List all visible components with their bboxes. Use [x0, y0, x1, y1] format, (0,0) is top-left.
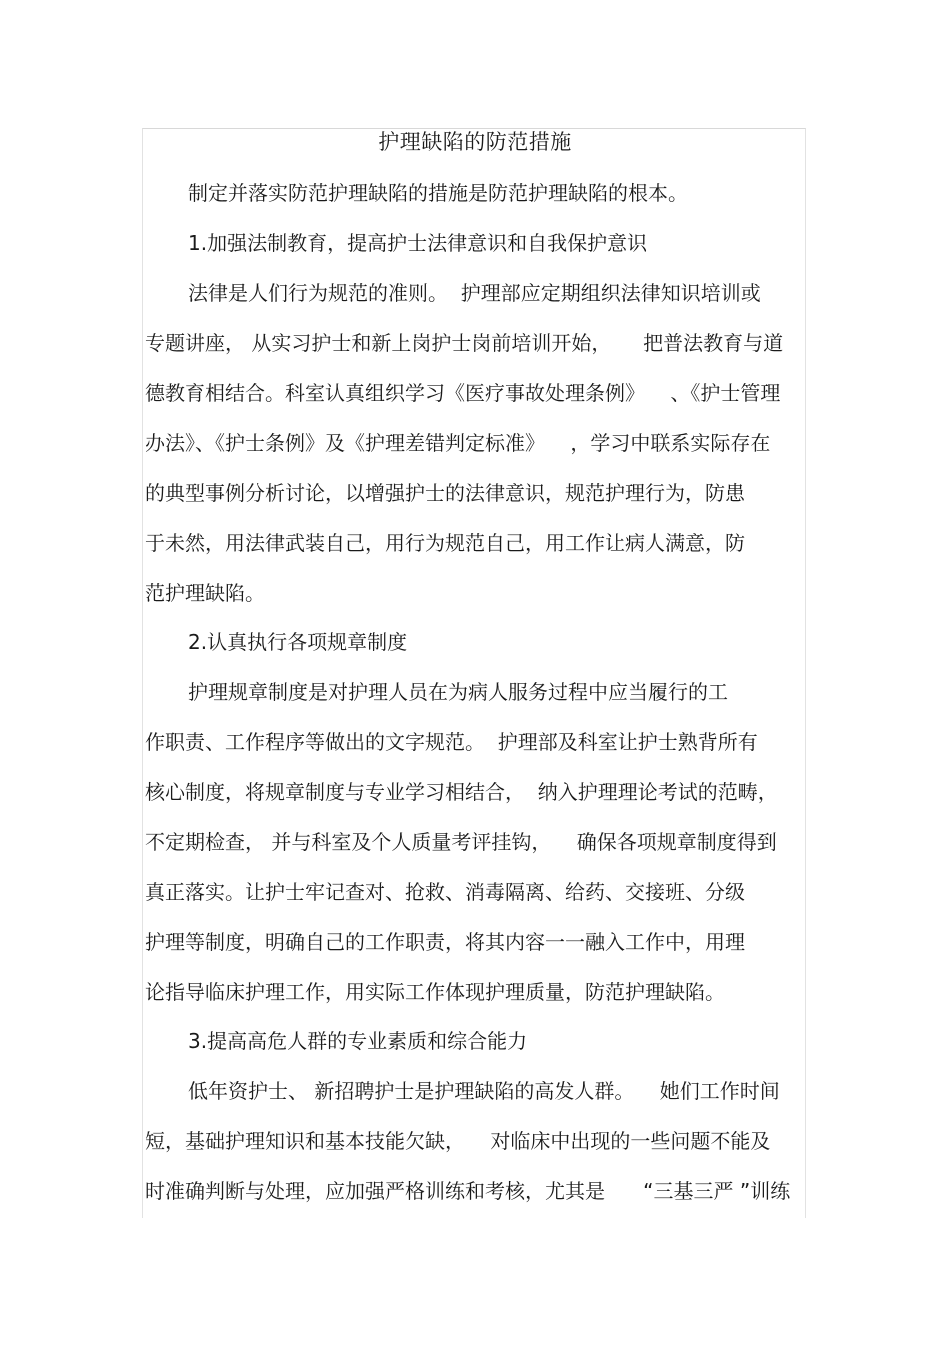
- paragraph-line: 真正落实。让护士牢记查对、抢救、消毒隔离、给药、交接班、分级: [145, 880, 745, 904]
- document-title: 护理缺陷的防范措施: [378, 130, 572, 154]
- paragraph-line: 作职责、工作程序等做出的文字规范。 护理部及科室让护士熟背所有: [145, 730, 758, 754]
- section-heading-2: 2.认真执行各项规章制度: [188, 630, 408, 654]
- paragraph-line: 办法》、《护士条例》及《护理差错判定标准》 ，学习中联系实际存在: [145, 431, 771, 455]
- paragraph-line: 时准确判断与处理，应加强严格训练和考核，尤其是 “三基三严 ”训练: [145, 1179, 791, 1203]
- section-heading-1: 1.加强法制教育，提高护士法律意识和自我保护意识: [188, 231, 648, 255]
- paragraph-line: 护理等制度，明确自己的工作职责，将其内容一一融入工作中，用理: [145, 930, 745, 954]
- paragraph-line: 不定期检查， 并与科室及个人质量考评挂钩， 确保各项规章制度得到: [145, 830, 777, 854]
- paragraph-line: 短，基础护理知识和基本技能欠缺， 对临床中出现的一些问题不能及: [145, 1129, 771, 1153]
- paragraph-line: 法律是人们行为规范的准则。 护理部应定期组织法律知识培训或: [188, 281, 761, 305]
- paragraph-line: 论指导临床护理工作，用实际工作体现护理质量，防范护理缺陷。: [145, 980, 725, 1004]
- section-heading-3: 3.提高高危人群的专业素质和综合能力: [188, 1029, 528, 1053]
- paragraph-line: 的典型事例分析讨论，以增强护士的法律意识，规范护理行为，防患: [145, 481, 745, 505]
- paragraph-line: 德教育相结合。科室认真组织学习《医疗事故处理条例》 、《护士管理: [145, 381, 781, 405]
- paragraph-line: 范护理缺陷。: [145, 581, 265, 605]
- paragraph-line: 专题讲座， 从实习护士和新上岗护士岗前培训开始， 把普法教育与道: [145, 331, 784, 355]
- paragraph-line: 低年资护士、 新招聘护士是护理缺陷的高发人群。 她们工作时间: [188, 1079, 780, 1103]
- paragraph-line: 于未然，用法律武装自己，用行为规范自己，用工作让病人满意，防: [145, 531, 745, 555]
- paragraph-line: 护理规章制度是对护理人员在为病人服务过程中应当履行的工: [188, 680, 728, 704]
- paragraph-line: 核心制度，将规章制度与专业学习相结合， 纳入护理理论考试的范畴，: [145, 780, 778, 804]
- paragraph-line: 制定并落实防范护理缺陷的措施是防范护理缺陷的根本。: [188, 181, 688, 205]
